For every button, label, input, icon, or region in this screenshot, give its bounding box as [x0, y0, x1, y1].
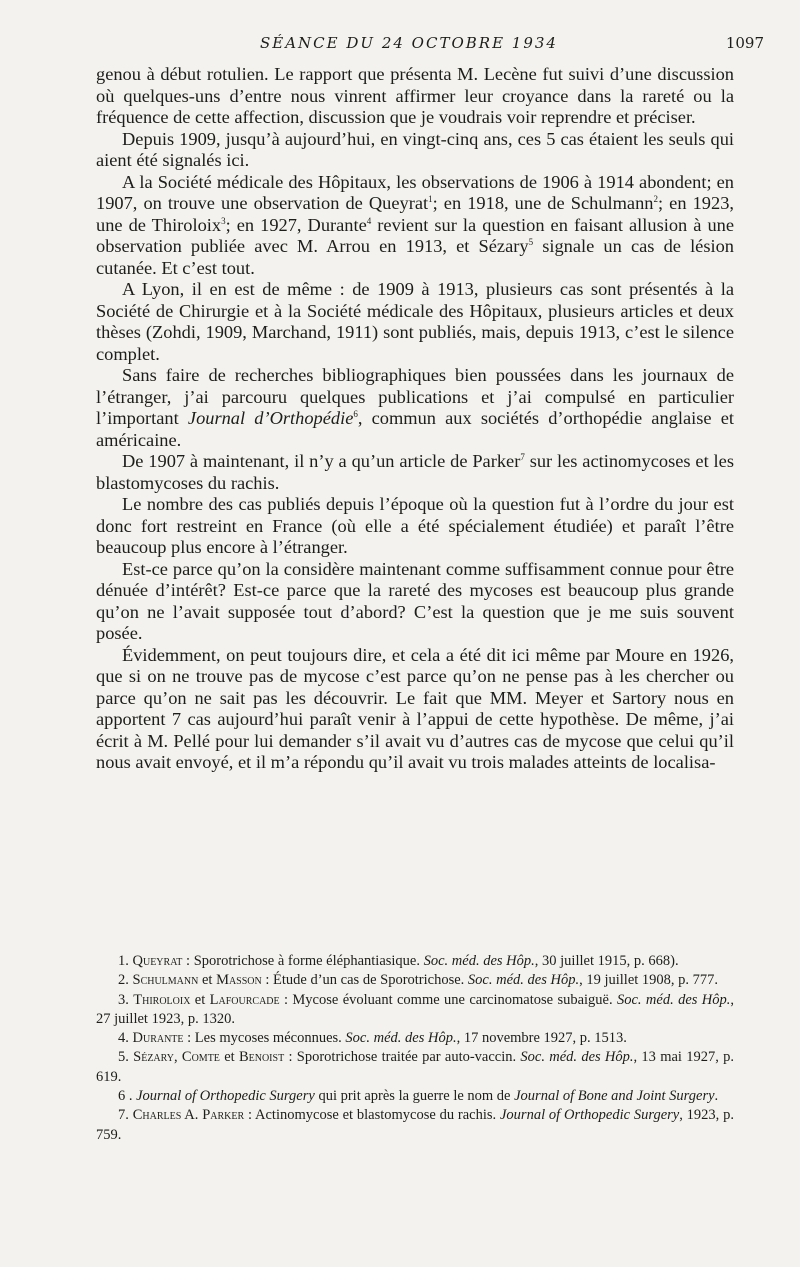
paragraph-3: A la Société médicale des Hôpitaux, les observations de 1906 à 1914 abondent; en 1907, on trouve une observation de Queyrat$^1$; en 1918, une de Schulmann$^2$; en 1923, une de Thiroloix$^3$; en 1927, Durante$^4$ revient sur la question en faisant allusion à une observation publiée avec M. Arrou en 1913, et Sézary$^5$ signale un cas de lésion cutanée. Et c’est tout.: [96, 171, 734, 278]
footnote-ref: 1: [428, 193, 433, 204]
footnote-ref: 5: [528, 236, 534, 247]
running-title: SÉANCE DU 24 OCTOBRE 1934: [260, 34, 558, 52]
paragraph-5: Sans faire de recherches bibliographiques bien poussées dans les journaux de l’étranger, j’ai parcouru quelques publications et j’ai compulsé en particulier l’important Journal d’Orthopédie$^6$, commun aux sociétés d’orthopédie anglaise et américaine.: [96, 365, 734, 450]
footnote-4: 4. Durante : Les mycoses méconnues. Soc. méd. des Hôp., 17 novembre 1927, p. 1513.: [118, 1030, 627, 1047]
page-number: 1097: [725, 34, 764, 52]
paragraph-7: Le nombre des cas publiés depuis l’époque où la question fut à l’ordre du jour est donc fort restreint en France (où elle a été spécialement étudiée) et paraît l’être beaucoup plus encore à l’étranger.: [96, 494, 734, 557]
footnote-ref: 3: [221, 215, 226, 226]
paragraph-9: Évidemment, on peut toujours dire, et cela a été dit ici même par Moure en 1926, que si on ne trouve pas de mycose c’est parce qu’on ne pense pas à les chercher ou parce qu’on ne sait pas les découvrir. Le fait que MM. Meyer et Sartory nous en apportent 7 cas aujourd’hui paraît venir à l’appui de cette hypothèse. De même, j’ai écrit à M. Pellé pour lui demander s’il avait vu d’autres cas de mycose que celui qu’il nous avait envoyé, et il m’a répondu qu’il avait vu trois malades atteints de localisa-: [96, 644, 734, 772]
footnote-ref: 4: [366, 215, 372, 226]
paragraph-4: A Lyon, il en est de même : de 1909 à 1913, plusieurs cas sont présentés à la Société de Chirurgie et à la Société médicale des Hôpitaux, plusieurs articles et deux thèses (Zohdi, 1909, Marchand, 1911) sont publiés, mais, depuis 1913, c’est le silence complet.: [96, 279, 734, 364]
paragraph-2: Depuis 1909, jusqu’à aujourd’hui, en vingt-cinq ans, ces 5 cas étaient les seuls qui aient été signalés ici.: [96, 128, 734, 170]
journal-title: Journal d’Orthopédie: [187, 408, 354, 428]
footnote-1: 1. Queyrat : Sporotrichose à forme éléphantiasique. Soc. méd. des Hôp., 30 juillet 1915, p. 668).: [118, 953, 679, 969]
footnote-ref: 7: [520, 451, 525, 462]
footnote-7: 7. Charles A. Parker : Actinomycose et blastomycose du rachis. Journal of Orthopedic Surgery, 1923, p. 759.: [96, 1107, 734, 1143]
paragraph-8: Est-ce parce qu’on la considère maintenant comme suffisamment connue pour être dénuée d’intérêt? Est-ce parce que la rareté des mycoses est beaucoup plus grande qu’on ne l’avait supposée tout d’abord? C’est la question que je me suis souvent posée.: [96, 558, 734, 643]
body-text: [96, 64, 734, 774]
footnote-5: 5. Sézary, Comte et Benoist : Sporotrichose traitée par auto-vaccin. Soc. méd. des Hôp., 13 mai 1927, p. 619.: [96, 1049, 735, 1085]
footnote-ref: 2: [653, 193, 658, 204]
running-header: [0, 34, 800, 58]
paragraph-6: De 1907 à maintenant, il n’y a qu’un article de Parker$^7$ sur les actinomycoses et les blastomycoses du rachis.: [96, 451, 734, 493]
footnote-3: 3. Thiroloix et Lafourcade : Mycose évoluant comme une carcinomatose subaiguë. Soc. méd. des Hôp., 27 juillet 1923, p. 1320.: [96, 991, 735, 1027]
paragraph-1: genou à début rotulien. Le rapport que présenta M. Lecène fut suivi d’une discussion où quelques-uns d’entre nous vinrent affirmer leur croyance dans la rareté ou la fréquence de cette affection, discussion que je voudrais voir reprendre et préciser.: [96, 64, 734, 127]
footnote-6: 6 . Journal of Orthopedic Surgery qui prit après la guerre le nom de Journal of Bone and Joint Surgery.: [118, 1088, 719, 1105]
footnotes: [96, 952, 734, 1145]
footnote-ref: 6: [353, 408, 358, 419]
footnote-2: 2. Schulmann et Masson : Étude d’un cas de Sporotrichose. Soc. méd. des Hôp., 19 juillet 1908, p. 777.: [118, 972, 719, 989]
